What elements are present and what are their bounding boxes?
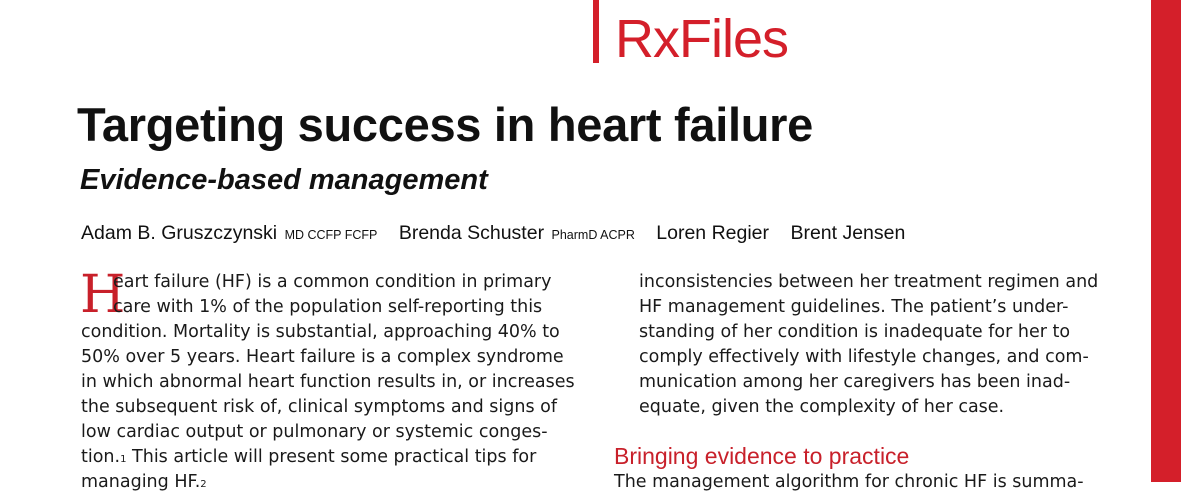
red-margin-bar [1151,0,1181,482]
body-line: in which abnormal heart function results in, or increases [81,372,575,392]
body-line [81,470,581,495]
drop-cap: H [80,265,126,325]
body-line [81,445,581,470]
author-list [81,220,921,248]
body-line: 50% over 5 years. Heart failure is a complex syndrome [81,347,564,367]
body-text: This article will present some practical tips for [126,447,537,467]
body-line: low cardiac output or pulmonary or systemic conges- [81,422,548,442]
author [656,220,769,246]
brand-rule [593,0,599,63]
reference-marker: 2 [200,479,207,490]
reference-marker: 1 [120,454,127,465]
body-line: condition. Mortality is substantial, approaching 40% to [81,322,560,342]
author-name: Adam B. Gruszczynski [81,222,278,244]
body-line: munication among her caregivers has been inad- [639,372,1071,392]
body-line: inconsistencies between her treatment regimen and [639,272,1099,292]
author-name: Brent Jensen [790,222,906,244]
body-line: the subsequent risk of, clinical symptoms and signs of [81,397,558,417]
author-name: Brenda Schuster [398,222,545,244]
body-line: eart failure (HF) is a common condition in primary [113,272,552,292]
author [399,220,635,248]
article-subtitle: Evidence-based management [80,164,488,196]
author [81,220,377,248]
rxfiles-logo: RxFiles [615,9,789,69]
article-title: Targeting success in heart failure [77,98,813,151]
body-text: tion. [81,447,121,467]
author-credentials: MD CCFP FCFP [284,228,378,242]
body-line: standing of her condition is inadequate for her to [639,322,1071,342]
body-line: The management algorithm for chronic HF is summa- [614,472,1084,492]
section-heading: Bringing evidence to practice [614,443,910,469]
body-column-left [80,265,581,495]
body-column-right [639,270,1099,420]
body-line: care with 1% of the population self-reporting this [113,297,543,317]
body-line: HF management guidelines. The patient’s under- [639,297,1069,317]
body-line: comply effectively with lifestyle changes, and com- [639,347,1089,367]
author-credentials: PharmD ACPR [551,228,635,242]
body-text: managing HF. [81,472,201,492]
author [790,220,905,246]
author-name: Loren Regier [656,222,770,244]
body-line: equate, given the complexity of her case. [639,397,1005,417]
